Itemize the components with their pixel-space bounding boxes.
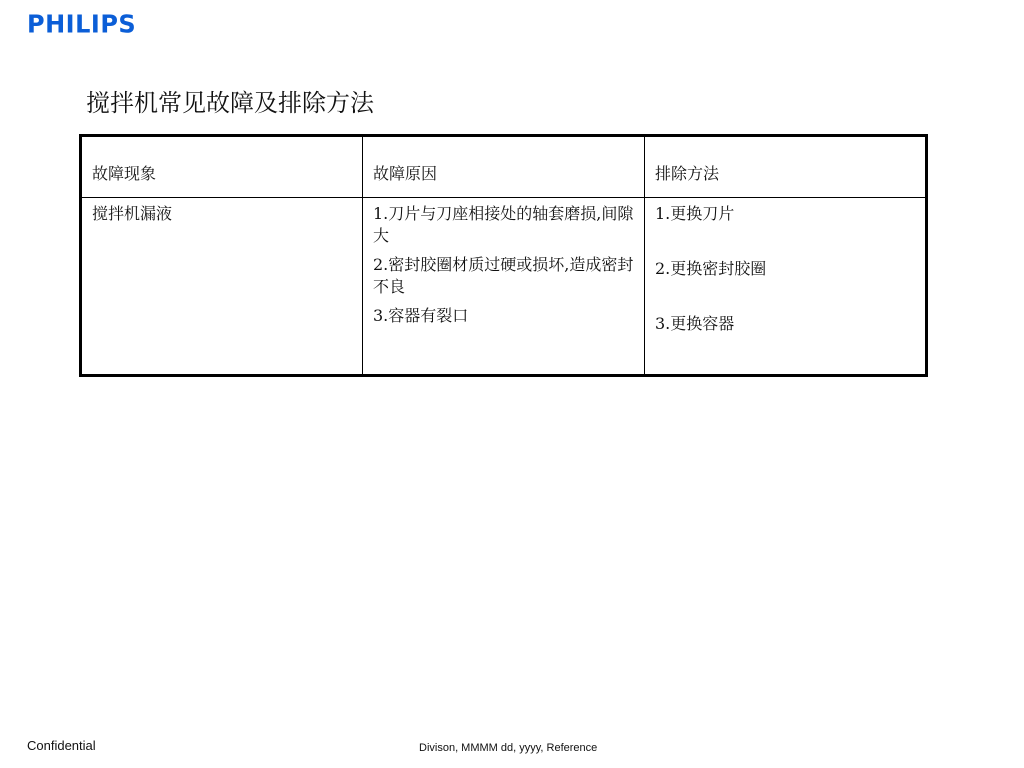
cause-item: 3.容器有裂口	[373, 306, 469, 325]
footer-confidential: Confidential	[27, 738, 96, 753]
header-fix: 排除方法	[645, 136, 927, 198]
cause-item: 2.密封胶圈材质过硬或损坏,造成密封不良	[373, 255, 634, 296]
fix-item: 2.更换密封胶圈	[655, 259, 767, 278]
header-cause: 故障原因	[363, 136, 645, 198]
fix-item: 1.更换刀片	[655, 204, 735, 223]
fix-cell	[645, 198, 927, 376]
table-header-row	[81, 136, 927, 198]
symptom-cell: 搅拌机漏液	[81, 198, 363, 376]
header-symptom: 故障现象	[81, 136, 363, 198]
table-row	[81, 198, 927, 376]
cause-cell	[363, 198, 645, 376]
slide-title: 搅拌机常见故障及排除方法	[86, 89, 374, 117]
footer-reference: Divison, MMMM dd, yyyy, Reference	[419, 742, 598, 754]
philips-logo: PHILIPS	[27, 9, 137, 39]
fix-item: 3.更换容器	[655, 314, 735, 333]
fault-table	[79, 134, 928, 377]
cause-item: 1.刀片与刀座相接处的轴套磨损,间隙大	[373, 204, 634, 245]
